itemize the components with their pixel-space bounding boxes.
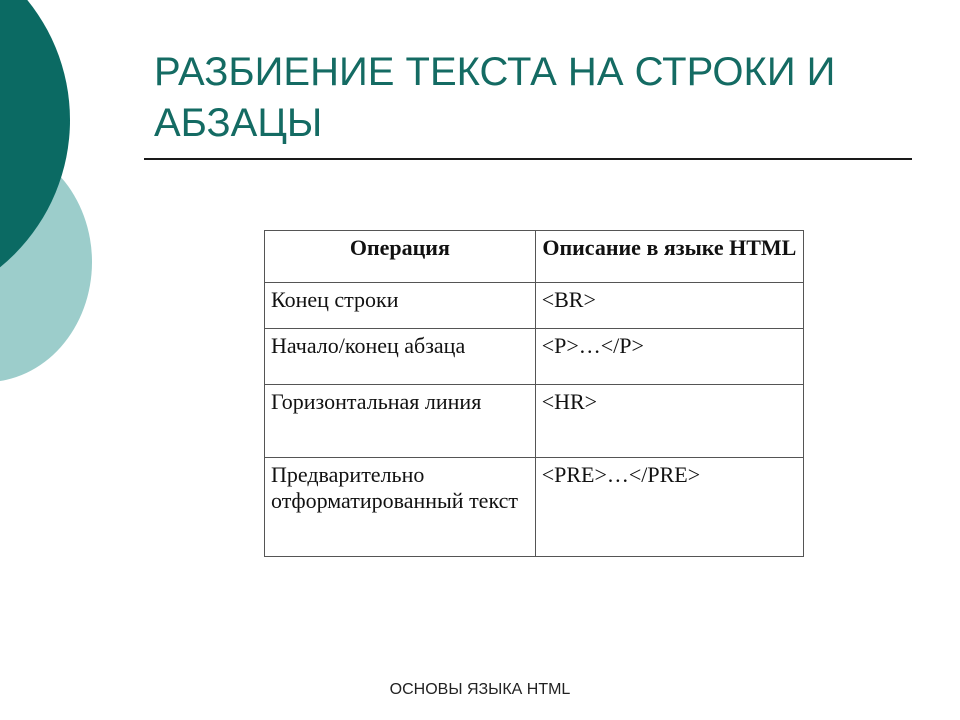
table-row xyxy=(265,458,804,557)
operations-table xyxy=(264,230,804,557)
table-row xyxy=(265,283,804,329)
description-cell: <PRE>…</PRE> xyxy=(535,458,803,557)
table-row xyxy=(265,385,804,458)
table-row xyxy=(265,329,804,385)
operation-cell: Начало/конец абзаца xyxy=(265,329,536,385)
description-cell: <BR> xyxy=(535,283,803,329)
description-cell: <HR> xyxy=(535,385,803,458)
operation-cell: Предварительно отформатированный текст xyxy=(265,458,536,557)
header-html-description: Описание в языке HTML xyxy=(535,231,803,283)
title-underline xyxy=(144,158,912,160)
slide-footer: ОСНОВЫ ЯЗЫКА HTML xyxy=(389,681,571,698)
operation-cell: Конец строки xyxy=(265,283,536,329)
description-cell: <P>…</P> xyxy=(535,329,803,385)
slide-title: РАЗБИЕНИЕ ТЕКСТА НА СТРОКИ И АБЗАЦЫ xyxy=(154,50,836,145)
header-operation: Операция xyxy=(265,231,536,283)
operation-cell: Горизонтальная линия xyxy=(265,385,536,458)
table-header-row xyxy=(265,231,804,283)
